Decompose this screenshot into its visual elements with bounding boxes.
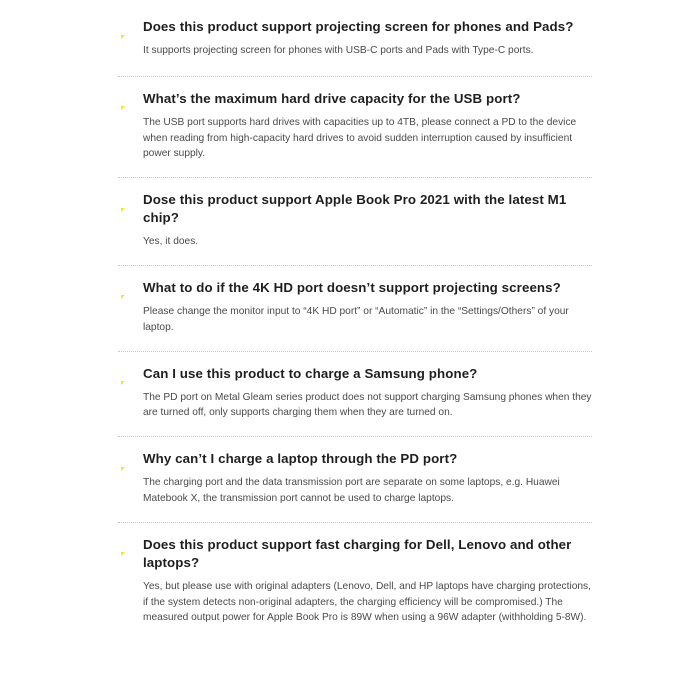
faq-question: What to do if the 4K HD port doesn’t support projecting screens? bbox=[143, 279, 561, 295]
faq-divider bbox=[118, 264, 592, 266]
faq-divider bbox=[118, 435, 592, 437]
faq-divider bbox=[118, 75, 592, 77]
faq-answer: Yes, but please use with original adapters (Lenovo, Dell, and HP laptops have charging protections, if the system detects non-original adapters, the charging efficiency will be compromised.) The measured output power for Apple Book Pro is 89W when using a 96W adapter (withholding 5-8W). bbox=[143, 580, 591, 624]
faq-item bbox=[118, 279, 592, 336]
faq-question: What’s the maximum hard drive capacity for the USB port? bbox=[143, 90, 521, 106]
faq-question: Dose this product support Apple Book Pro 2021 with the latest M1 chip? bbox=[143, 192, 567, 226]
faq-question-row bbox=[118, 191, 592, 227]
question-bubble-icon bbox=[118, 93, 133, 108]
faq-item bbox=[118, 191, 592, 250]
question-bubble-icon bbox=[118, 282, 133, 297]
faq-question: Can I use this product to charge a Samsung phone? bbox=[143, 365, 478, 381]
question-bubble-icon bbox=[118, 194, 133, 209]
faq-question: Does this product support projecting screen for phones and Pads? bbox=[143, 19, 574, 34]
faq-question-row bbox=[118, 450, 592, 468]
faq-divider bbox=[118, 350, 592, 352]
faq-answer: The charging port and the data transmission port are separate on some laptops, e.g. Huawei Matebook X, the transmission port cannot be used to charge laptops. bbox=[143, 477, 560, 504]
faq-answer: It supports projecting screen for phones with USB-C ports and Pads with Type-C ports. bbox=[143, 45, 534, 56]
faq-divider bbox=[118, 176, 592, 178]
faq-question: Does this product support fast charging for Dell, Lenovo and other laptops? bbox=[143, 536, 572, 570]
question-bubble-icon bbox=[118, 21, 133, 36]
faq-item bbox=[118, 18, 592, 59]
faq-question-row bbox=[118, 365, 592, 383]
faq-answer: The PD port on Metal Gleam series product does not support charging Samsung phones when they are turned off, only supports charging them when they are turned on. bbox=[143, 391, 592, 419]
faq-item bbox=[118, 536, 592, 626]
faq-answer: Yes, it does. bbox=[143, 236, 199, 248]
question-bubble-icon bbox=[118, 368, 133, 383]
faq-item bbox=[118, 365, 592, 422]
faq-item bbox=[118, 90, 592, 162]
faq-question-row bbox=[118, 90, 592, 108]
faq-answer: The USB port supports hard drives with capacities up to 4TB, please connect a PD to the device when reading from high-capacity hard drives to avoid sudden interruption caused by insufficient power supply. bbox=[143, 116, 577, 160]
faq-item bbox=[118, 450, 592, 507]
faq-question-row bbox=[118, 536, 592, 572]
faq-question-row bbox=[118, 18, 592, 36]
question-bubble-icon bbox=[118, 539, 133, 554]
question-bubble-icon bbox=[118, 453, 133, 468]
faq-question: Why can’t I charge a laptop through the PD port? bbox=[143, 451, 458, 467]
faq-divider bbox=[118, 521, 592, 523]
faq-answer: Please change the monitor input to “4K HD port” or “Automatic” in the “Settings/Others” of your laptop. bbox=[143, 305, 569, 333]
faq-question-row bbox=[118, 279, 592, 297]
